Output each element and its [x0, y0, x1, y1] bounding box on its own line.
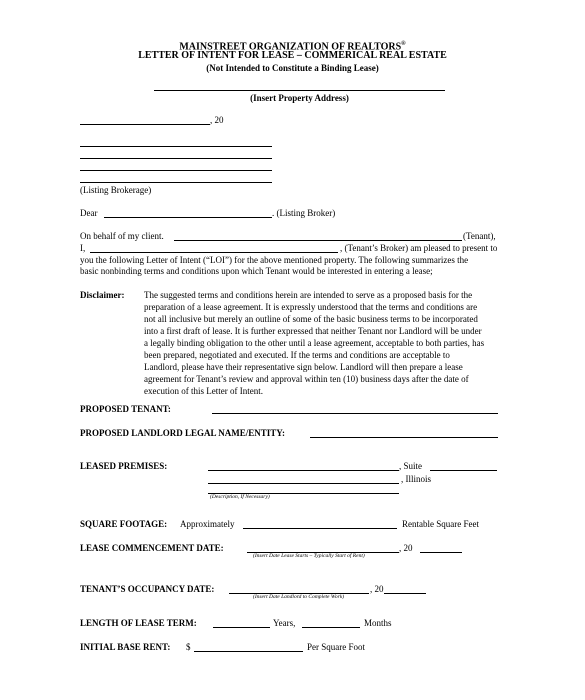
disclaimer-line: into a first draft of lease. It is further expressed that neither Tenant nor Landlord will be under [144, 326, 482, 336]
intro-tenant-broker: , (Tenant’s Broker) am pleased to present to [340, 243, 498, 253]
brokerage-line-3[interactable] [80, 170, 272, 171]
landlord-line[interactable] [310, 437, 498, 438]
listing-broker-line[interactable] [104, 217, 272, 218]
salutation-dear: Dear [80, 208, 98, 218]
intro-line-4: basic nonbinding terms and conditions upon which Tenant would be interested in entering a lease; [80, 266, 433, 276]
lease-months-line[interactable] [302, 627, 360, 628]
per-sqft-label: Per Square Foot [307, 642, 365, 652]
listing-broker-label: . (Listing Broker) [272, 208, 336, 218]
disclaimer-line: a legally binding obligation to the other until a lease agreement, acceptable to both parties, has [144, 338, 485, 348]
lease-term-label: LENGTH OF LEASE TERM: [80, 618, 197, 628]
premises-note: (Description, If Necessary) [210, 494, 270, 500]
intro-i: I, [80, 243, 86, 253]
commencement-year: , 20 [399, 543, 413, 553]
disclaimer-line: agreement for Tenant’s review and approval within ten (10) business days after the date of [144, 374, 469, 384]
suite-line[interactable] [430, 470, 497, 471]
premises-address-line[interactable] [208, 470, 399, 471]
disclaimer-line: execution of this Letter of Intent. [144, 386, 263, 396]
approximately-label: Approximately [180, 519, 235, 529]
illinois-label: , Illinois [401, 474, 432, 484]
months-label: Months [364, 618, 392, 628]
document-subtitle: (Not Intended to Constitute a Binding Lease) [206, 63, 379, 73]
lease-years-line[interactable] [213, 627, 270, 628]
commencement-note: (Insert Date Lease Starts – Typically Start of Rent) [253, 553, 365, 559]
square-footage-line[interactable] [243, 528, 397, 529]
rentable-sqft-label: Rentable Square Feet [402, 519, 479, 529]
property-address-line[interactable] [154, 90, 445, 91]
occupancy-year-line[interactable] [384, 593, 426, 594]
dollar-sign: $ [186, 642, 191, 652]
years-label: Years, [273, 618, 296, 628]
proposed-tenant-label: PROPOSED TENANT: [80, 404, 171, 414]
disclaimer-line: been prepared, negotiated and executed. If the terms and conditions are acceptable to [144, 350, 450, 360]
intro-tenant-label: (Tenant), [463, 231, 496, 241]
intro-line-3: you the following Letter of Intent (“LOI”) for the above mentioned property. The following summarizes the [80, 255, 469, 265]
brokerage-line-2[interactable] [80, 158, 272, 159]
listing-brokerage-label: (Listing Brokerage) [80, 185, 152, 195]
disclaimer-line: not all inclusive but merely an outline of some of the basic business terms to be incorporated [144, 314, 478, 324]
disclaimer-text [144, 289, 520, 397]
org-name: MAINSTREET ORGANIZATION OF REALTORS [179, 41, 402, 53]
brokerage-line-4[interactable] [80, 182, 272, 183]
intro-client: On behalf of my client. [80, 231, 164, 241]
commencement-year-line[interactable] [420, 552, 462, 553]
base-rent-line[interactable] [194, 651, 303, 652]
leased-premises-label: LEASED PREMISES: [80, 461, 168, 471]
disclaimer-line: The suggested terms and conditions herein are intended to serve as a proposed basis for the [144, 290, 473, 300]
square-footage-label: SQUARE FOOTAGE: [80, 519, 168, 529]
suite-label: , Suite [399, 461, 423, 471]
occupancy-note: (Insert Date Landlord to Complete Work) [253, 594, 345, 600]
disclaimer-line: preparation of a lease agreement. It is expressly understood that the terms and conditions are [144, 302, 478, 312]
date-year: , 20 [210, 115, 224, 125]
tenant-broker-line[interactable] [90, 252, 338, 253]
disclaimer-line: Landlord, please have their representative sign below. Landlord will then prepare a lease [144, 362, 463, 372]
date-line[interactable] [80, 124, 210, 125]
occupancy-label: TENANT’S OCCUPANCY DATE: [80, 584, 215, 594]
proposed-tenant-line[interactable] [212, 413, 498, 414]
base-rent-label: INITIAL BASE RENT: [80, 642, 171, 652]
landlord-label: PROPOSED LANDLORD LEGAL NAME/ENTITY: [80, 428, 285, 438]
tenant-name-line[interactable] [174, 240, 462, 241]
property-address-label: (Insert Property Address) [250, 93, 349, 103]
occupancy-year: , 20 [370, 584, 384, 594]
document-title: LETTER OF INTENT FOR LEASE – COMMERICAL REAL ESTATE [138, 50, 447, 61]
premises-city-line[interactable] [208, 483, 399, 484]
brokerage-line-1[interactable] [80, 146, 272, 147]
disclaimer-label: Disclaimer: [80, 290, 125, 300]
commencement-label: LEASE COMMENCEMENT DATE: [80, 543, 224, 553]
registered-mark: ® [401, 41, 406, 47]
